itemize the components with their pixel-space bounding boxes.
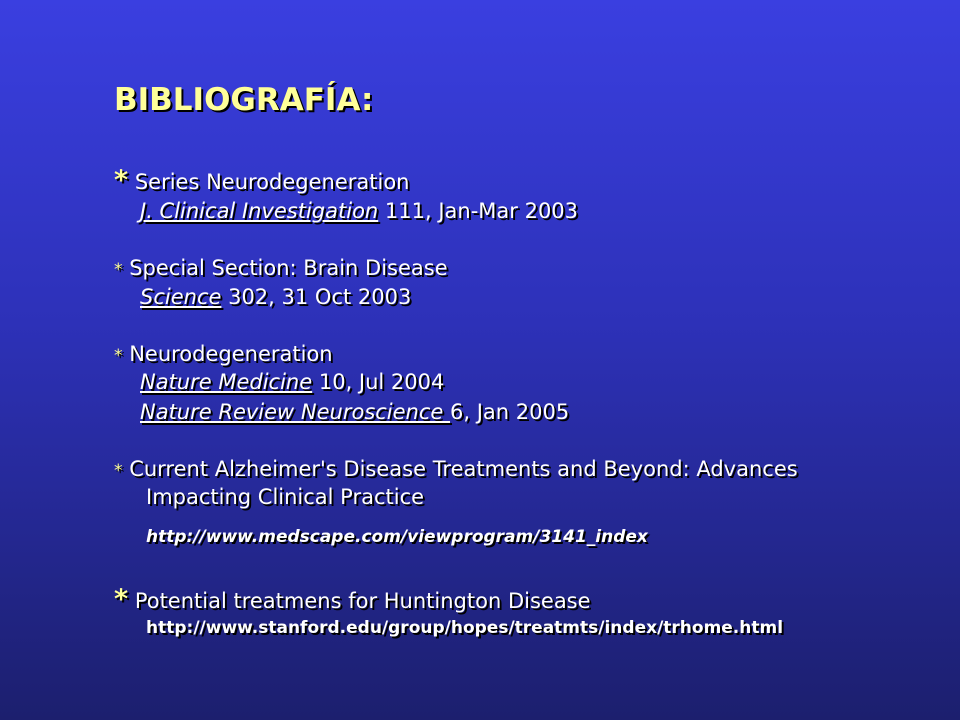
bibliography-entry-2	[114, 256, 448, 280]
bullet-star: *	[114, 584, 129, 615]
entry-heading: Potential treatmens for Huntington Disease	[134, 589, 591, 613]
medscape-link[interactable]: http://www.medscape.com/viewprogram/3141_index	[146, 527, 648, 547]
entry-heading: Neurodegeneration	[129, 342, 333, 366]
reference-details: 6, Jan 2005	[450, 400, 570, 424]
slide-title: BIBLIOGRAFÍA:	[114, 82, 374, 118]
reference-details: 302, 31 Oct 2003	[221, 285, 412, 309]
bullet-star: *	[114, 260, 123, 280]
entry-reference	[140, 199, 578, 223]
journal-name: Science	[140, 285, 222, 309]
bullet-star: *	[114, 346, 123, 366]
entry-heading-continuation: Impacting Clinical Practice	[146, 485, 425, 509]
journal-name: Nature Review Neuroscience	[140, 400, 451, 424]
bibliography-entry-4	[114, 457, 798, 481]
reference-details: 111, Jan-Mar 2003	[378, 199, 579, 223]
bibliography-entry-5	[114, 584, 591, 615]
entry-reference	[140, 285, 411, 309]
bibliography-entry-1	[114, 165, 409, 196]
reference-details: 10, Jul 2004	[312, 370, 445, 394]
entry-reference	[140, 370, 444, 394]
journal-name: J. Clinical Investigation	[140, 199, 379, 223]
bullet-star: *	[114, 461, 123, 481]
entry-heading: Special Section: Brain Disease	[129, 256, 448, 280]
bullet-star: *	[114, 165, 129, 196]
stanford-link[interactable]: http://www.stanford.edu/group/hopes/treatmts/index/trhome.html	[146, 618, 784, 638]
entry-heading: Series Neurodegeneration	[134, 170, 410, 194]
bibliography-entry-3	[114, 342, 333, 366]
entry-heading: Current Alzheimer's Disease Treatments and Beyond: Advances	[129, 457, 798, 481]
journal-name: Nature Medicine	[140, 370, 313, 394]
entry-reference	[140, 400, 569, 424]
